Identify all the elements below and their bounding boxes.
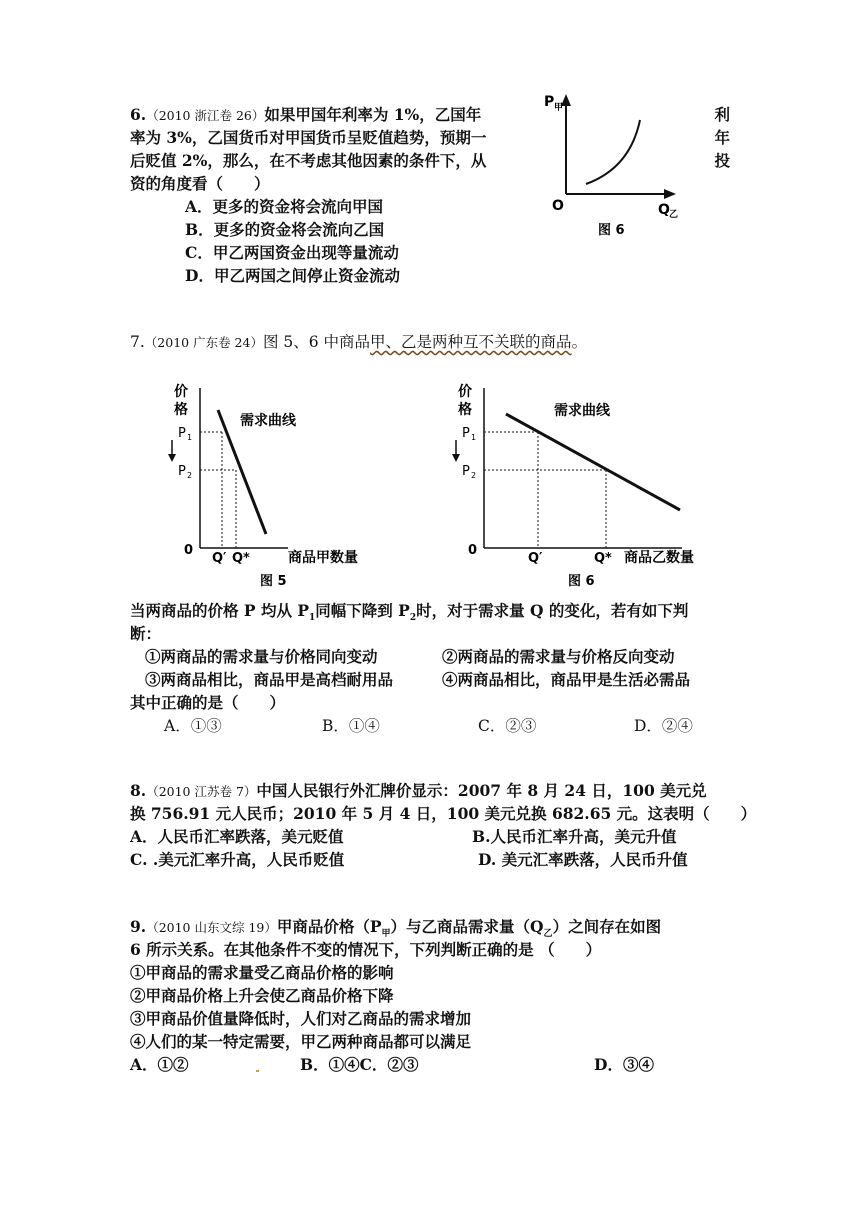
fig6-down-arrow-head — [452, 454, 460, 462]
fig5-x-label: 商品甲数量 — [288, 550, 358, 566]
q6-text: 如果甲国年利率为 1%，乙国年 — [264, 105, 482, 124]
q6-x-label: Q — [658, 202, 670, 218]
q6-text-2-end: 年 — [714, 128, 730, 147]
q7-option-c: C．②③ — [478, 717, 537, 735]
q6-text-3-end: 投 — [714, 151, 730, 170]
fig6-p2: P — [462, 464, 470, 479]
q7-ask: 其中正确的是（ ） — [130, 693, 286, 712]
q6-line-4: 资的角度看（ ） — [130, 174, 270, 193]
q7-number: 7. — [130, 333, 145, 351]
q6-figure — [530, 88, 690, 248]
q6-option-b: B．更多的资金将会流向乙国 — [185, 220, 385, 239]
q7-cond-e: 时，对于需求量 Q 的变化，若有如下判 — [416, 601, 689, 620]
q7-item-1: ①两商品的需求量与价格同向变动 — [145, 647, 378, 666]
q6-text-end: 利 — [714, 105, 730, 124]
q9-source: （2010 山东文综 19） — [146, 920, 277, 935]
fig6-q-star: Q* — [594, 551, 612, 566]
fig5-down-arrow-head — [168, 454, 176, 462]
fig6-p1-sub: 1 — [471, 433, 477, 442]
q7-option-a: A．①③ — [164, 717, 222, 735]
q6-number: 6. — [130, 105, 147, 124]
fig5-p2: P — [178, 464, 186, 479]
q8-option-b: B.人民币汇率升高，美元升值 — [472, 827, 677, 846]
q7-figure-6 — [444, 378, 724, 590]
q6-source: （2010 浙江卷 26） — [146, 108, 265, 123]
q8-option-d: D. 美元汇率跌落，人民币升值 — [478, 850, 688, 869]
q6-y-label: P — [544, 94, 555, 110]
q9-text-c: ）之间存在如图 — [552, 917, 662, 936]
q7-item-2: ②两商品的需求量与价格反向变动 — [442, 647, 675, 666]
q7-cond-sub-1: 1 — [309, 613, 316, 624]
fig6-caption: 图 6 — [568, 574, 595, 589]
q7-text-a: 图 5、6 中商品 — [262, 333, 371, 351]
q7-option-b: B．①④ — [322, 717, 380, 735]
q7-cond-a: 当两商品的价格 P 均从 P — [130, 601, 309, 620]
q9-item-1: ①甲商品的需求量受乙商品价格的影响 — [130, 963, 394, 982]
q9-text-a: 甲商品价格（P — [276, 917, 382, 936]
q7-condition-line-1 — [130, 600, 688, 629]
fig6-curve-label: 需求曲线 — [554, 403, 610, 419]
q6-text-2: 率为 3%，乙国货币对甲国货币呈贬值趋势，预期一 — [130, 128, 487, 147]
fig6-y-label-2: 格 — [458, 402, 472, 418]
q8-source: （2010 江苏卷 7） — [146, 784, 257, 799]
q8-line-1 — [130, 780, 707, 803]
q7-option-d: D．②④ — [634, 717, 693, 735]
q9-item-3: ③甲商品价值量降低时，人们对乙商品的需求增加 — [130, 1009, 472, 1028]
fig6-y-label-1: 价 — [458, 384, 472, 400]
fig5-p1-sub: 1 — [187, 433, 193, 442]
fig5-p1: P — [178, 426, 186, 441]
fig5-q-prime: Q′ — [212, 551, 227, 566]
q9-option-d: D．③④ — [594, 1055, 654, 1074]
q7-item-4: ④两商品相比，商品甲是生活必需品 — [442, 670, 691, 689]
q9-stray-mark — [256, 1070, 259, 1072]
q8-option-c: C. .美元汇率升高，人民币贬值 — [130, 850, 345, 869]
fig6-p2-sub: 2 — [471, 471, 477, 480]
q6-origin: O — [552, 198, 564, 214]
q7-item-3: ③两商品相比，商品甲是高档耐用品 — [145, 670, 394, 689]
q9-line-2: 6 所示关系。在其他条件不变的情况下，下列判断正确的是 （ ） — [130, 940, 602, 959]
q7-text-underlined: 甲、乙是两种互不关联的商品 — [370, 333, 572, 351]
q6-curve — [586, 120, 640, 184]
q9-item-2: ②甲商品价格上升会使乙商品价格下降 — [130, 986, 394, 1005]
fig5-origin: 0 — [184, 543, 194, 558]
q6-text-3: 后贬值 2%，那么，在不考虑其他因素的条件下，从 — [130, 151, 487, 170]
q8-text-1: 中国人民银行外汇牌价显示：2007 年 8 月 24 日，100 美元兑 — [256, 781, 707, 800]
q6-x-arrow — [664, 189, 676, 199]
q8-line-2: 换 756.91 元人民币；2010 年 5 月 4 日，100 美元兑换 682.65 元。这表明（ ） — [130, 804, 757, 823]
q9-item-4: ④人们的某一特定需要，甲乙两种商品都可以满足 — [130, 1032, 472, 1051]
q6-option-d: D．甲乙两国之间停止资金流动 — [185, 266, 400, 285]
q9-text-b: ）与乙商品需求量（Q — [390, 917, 544, 936]
q9-sub-2: 乙 — [543, 929, 553, 940]
fig6-x-label: 商品乙数量 — [624, 550, 694, 566]
q9-option-bc: B．①④C．②③ — [300, 1055, 419, 1074]
fig5-y-label-1: 价 — [174, 384, 188, 400]
fig5-curve-label: 需求曲线 — [240, 413, 296, 429]
q7-source: （2010 广东卷 24） — [144, 335, 263, 350]
fig5-y-label-2: 格 — [174, 402, 188, 418]
fig5-q-star: Q* — [232, 551, 250, 566]
fig6-p1: P — [462, 426, 470, 441]
fig5-caption: 图 5 — [260, 574, 287, 589]
fig6-demand-curve — [506, 414, 680, 510]
q7-stem — [130, 331, 587, 354]
q9-sub-1: 甲 — [381, 929, 391, 940]
q7-text-c: 。 — [571, 333, 588, 351]
q6-caption: 图 6 — [598, 223, 625, 238]
q6-option-c: C．甲乙两国资金出现等量流动 — [185, 243, 399, 262]
q6-x-label-sub: 乙 — [669, 210, 679, 220]
q8-number: 8. — [130, 781, 147, 800]
q8-option-a: A．人民币汇率跌落，美元贬值 — [130, 827, 344, 846]
q7-figure-5 — [160, 378, 390, 590]
fig6-origin: 0 — [468, 543, 478, 558]
q6-option-a: A．更多的资金将会流向甲国 — [185, 197, 384, 216]
q7-cond-c: 同幅下降到 P — [315, 601, 410, 620]
q7-condition-line-2: 断： — [130, 624, 162, 643]
q7-cond-sub-2: 2 — [409, 613, 417, 624]
q6-y-label-sub: 甲 — [554, 103, 564, 113]
q9-option-a: A．①② — [130, 1055, 189, 1074]
q9-number: 9. — [130, 917, 147, 936]
fig5-p2-sub: 2 — [187, 471, 193, 480]
fig6-q-prime: Q′ — [528, 551, 543, 566]
